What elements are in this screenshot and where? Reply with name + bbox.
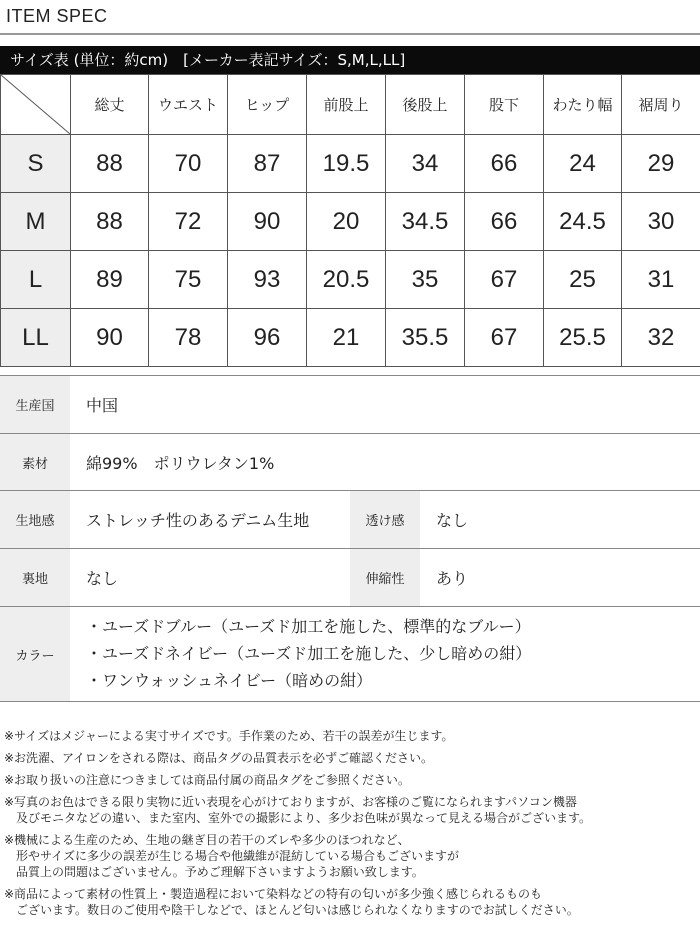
size-table bbox=[0, 74, 700, 367]
sheer-label: 透け感 bbox=[350, 491, 420, 548]
note-line: 品質上の問題はございません。予めご理解下さいますようお願い致します。 bbox=[4, 865, 424, 879]
note-line: ※お洗濯、アイロンをされる際は、商品タグの品質表示を必ずご確認ください。 bbox=[4, 751, 433, 765]
color-label: カラー bbox=[0, 607, 70, 701]
table-cell: 20.5 bbox=[307, 251, 386, 309]
table-cell: 21 bbox=[307, 309, 386, 367]
column-header: 股下 bbox=[465, 75, 544, 135]
table-cell: 90 bbox=[71, 309, 149, 367]
column-header: ウエスト bbox=[149, 75, 228, 135]
note-line: 形やサイズに多少の誤差が生じる場合や他繊維が混紡している場合もございますが bbox=[4, 849, 460, 863]
note-line: ※商品によって素材の性質上・製造過程において染料などの特有の匂いが多少強く感じられるものも bbox=[4, 887, 543, 901]
stretch-label: 伸縮性 bbox=[350, 549, 420, 606]
column-header: 前股上 bbox=[307, 75, 386, 135]
color-item: ・ユーズドネイビー（ユーズド加工を施した、少し暗めの紺） bbox=[86, 644, 532, 663]
table-cell: 34.5 bbox=[386, 193, 465, 251]
note-item bbox=[4, 750, 694, 766]
size-label: S bbox=[1, 135, 71, 193]
note-line: ※お取り扱いの注意につきましては商品付属の商品タグをご参照ください。 bbox=[4, 773, 410, 787]
lining-label: 裏地 bbox=[0, 549, 70, 606]
table-cell: 29 bbox=[622, 135, 700, 193]
table-cell: 25.5 bbox=[544, 309, 622, 367]
corner-cell bbox=[1, 75, 71, 135]
table-cell: 66 bbox=[465, 193, 544, 251]
column-header: 後股上 bbox=[386, 75, 465, 135]
info-row-origin bbox=[0, 376, 700, 434]
table-row bbox=[1, 251, 700, 309]
table-cell: 93 bbox=[228, 251, 307, 309]
table-header-row bbox=[1, 75, 700, 135]
table-cell: 19.5 bbox=[307, 135, 386, 193]
table-cell: 90 bbox=[228, 193, 307, 251]
table-cell: 96 bbox=[228, 309, 307, 367]
table-cell: 70 bbox=[149, 135, 228, 193]
column-header: わたり幅 bbox=[544, 75, 622, 135]
product-info bbox=[0, 375, 700, 702]
table-cell: 78 bbox=[149, 309, 228, 367]
table-cell: 67 bbox=[465, 251, 544, 309]
material-label: 素材 bbox=[0, 434, 70, 490]
size-label: L bbox=[1, 251, 71, 309]
note-item bbox=[4, 886, 694, 918]
info-row-texture bbox=[0, 491, 700, 549]
table-cell: 34 bbox=[386, 135, 465, 193]
lining-value: なし bbox=[86, 569, 119, 588]
header-divider bbox=[0, 33, 700, 35]
note-item bbox=[4, 728, 694, 744]
texture-label: 生地感 bbox=[0, 491, 70, 548]
note-item bbox=[4, 794, 694, 826]
texture-value: ストレッチ性のあるデニム生地 bbox=[86, 511, 310, 530]
table-cell: 89 bbox=[71, 251, 149, 309]
column-header: 裾周り bbox=[622, 75, 700, 135]
color-item: ・ユーズドブルー（ユーズド加工を施した、標準的なブルー） bbox=[86, 617, 531, 636]
table-cell: 25 bbox=[544, 251, 622, 309]
note-line: ございます。数日のご使用や陰干しなどで、ほとんど匂いは感じられなくなりますのでお試しください。 bbox=[4, 903, 579, 917]
item-spec-title: ITEM SPEC bbox=[6, 6, 108, 26]
table-cell: 67 bbox=[465, 309, 544, 367]
info-row-material bbox=[0, 434, 700, 491]
origin-value: 中国 bbox=[86, 396, 119, 415]
sheer-value: なし bbox=[436, 511, 469, 530]
column-header: ヒップ bbox=[228, 75, 307, 135]
item-spec-header bbox=[0, 0, 700, 35]
notes bbox=[4, 728, 694, 924]
table-cell: 20 bbox=[307, 193, 386, 251]
material-value: 綿99% ポリウレタン1% bbox=[86, 453, 275, 473]
size-label: M bbox=[1, 193, 71, 251]
table-cell: 30 bbox=[622, 193, 700, 251]
size-chart-bar: サイズ表 (単位：約cm) [メーカー表記サイズ：S,M,L,LL] bbox=[0, 46, 700, 74]
note-line: ※写真のお色はできる限り実物に近い表現を心がけておりますが、お客様のご覧になられますパソコン機器 bbox=[4, 795, 577, 809]
note-line: ※サイズはメジャーによる実寸サイズです。手作業のため、若干の誤差が生じます。 bbox=[4, 729, 454, 743]
color-list bbox=[70, 607, 700, 701]
table-cell: 24 bbox=[544, 135, 622, 193]
table-row bbox=[1, 193, 700, 251]
info-row-lining bbox=[0, 549, 700, 607]
note-item bbox=[4, 772, 694, 788]
table-row bbox=[1, 309, 700, 367]
table-cell: 75 bbox=[149, 251, 228, 309]
table-cell: 88 bbox=[71, 135, 149, 193]
table-cell: 72 bbox=[149, 193, 228, 251]
table-row bbox=[1, 135, 700, 193]
info-row-colors bbox=[0, 607, 700, 702]
table-cell: 87 bbox=[228, 135, 307, 193]
color-item: ・ワンウォッシュネイビー（暗めの紺） bbox=[86, 671, 373, 690]
stretch-value: あり bbox=[436, 569, 469, 588]
table-cell: 24.5 bbox=[544, 193, 622, 251]
table-cell: 32 bbox=[622, 309, 700, 367]
table-cell: 31 bbox=[622, 251, 700, 309]
column-header: 総丈 bbox=[71, 75, 149, 135]
table-cell: 66 bbox=[465, 135, 544, 193]
note-item bbox=[4, 832, 694, 880]
origin-label: 生産国 bbox=[0, 376, 70, 433]
note-line: ※機械による生産のため、生地の継ぎ目の若干のズレや多少のほつれなど、 bbox=[4, 833, 410, 847]
table-cell: 35 bbox=[386, 251, 465, 309]
note-line: 及びモニタなどの違い、また室内、室外での撮影により、多少お色味が異なって見える場合がございます。 bbox=[4, 811, 592, 825]
table-cell: 35.5 bbox=[386, 309, 465, 367]
table-cell: 88 bbox=[71, 193, 149, 251]
size-label: LL bbox=[1, 309, 71, 367]
